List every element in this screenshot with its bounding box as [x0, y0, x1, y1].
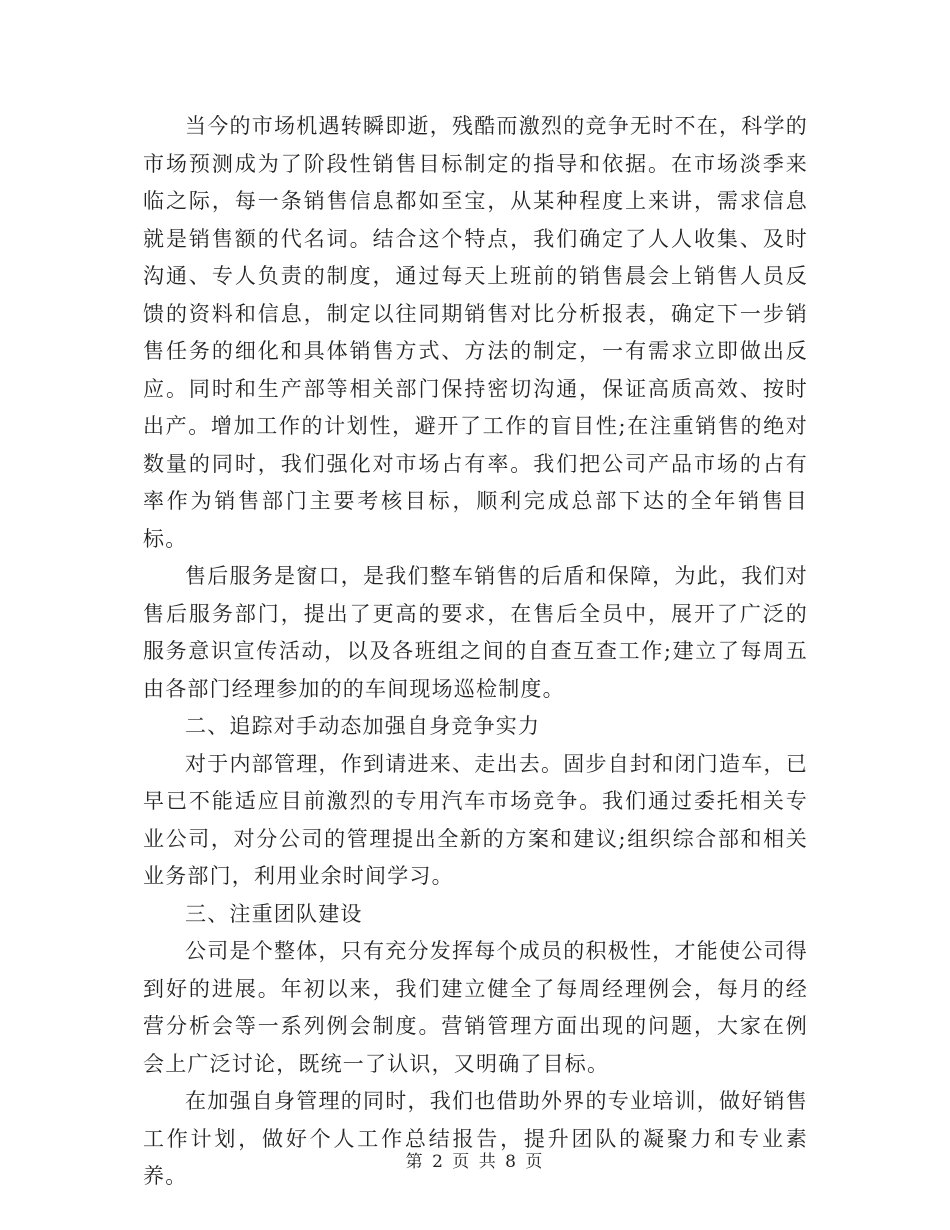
paragraph-training: 在加强自身管理的同时，我们也借助外界的专业培训，做好销售工作计划，做好个人工作总结报告，提升团队的凝聚力和专业素养。 — [143, 1089, 808, 1188]
paragraph-team-building: 公司是个整体，只有充分发挥每个成员的积极性，才能使公司得到好的进展。年初以来，我们建立健全了每周经理例会，每月的经营分析会等一系列例会制度。营销管理方面出现的问题，大家在例会上广泛讨论，既统一了认识，又明确了目标。 — [143, 939, 808, 1076]
document-body — [143, 108, 808, 1196]
paragraph-market-forecast: 当今的市场机遇转瞬即逝，残酷而激烈的竞争无时不在，科学的市场预测成为了阶段性销售目标制定的指导和依据。在市场淡季来临之际，每一条销售信息都如至宝，从某种程度上来讲，需求信息就是销售额的代名词。结合这个特点，我们确定了人人收集、及时沟通、专人负责的制度，通过每天上班前的销售晨会上销售人员反馈的资料和信息，制定以往同期销售对比分析报表，确定下一步销售任务的细化和具体销售方式、方法的制定，一有需求立即做出反应。同时和生产部等相关部门保持密切沟通，保证高质高效、按时出产。增加工作的计划性，避开了工作的盲目性;在注重销售的绝对数量的同时，我们强化对市场占有率。我们把公司产品市场的占有率作为销售部门主要考核目标，顺利完成总部下达的全年销售目标。 — [143, 114, 808, 551]
paragraph-internal-management: 对于内部管理，作到请进来、走出去。固步自封和闭门造车，已早已不能适应目前激烈的专用汽车市场竞争。我们通过委托相关专业公司，对分公司的管理提出全新的方案和建议;组织综合部和相关业务部门，利用业余时间学习。 — [143, 751, 808, 888]
paragraph-after-sales: 售后服务是窗口，是我们整车销售的后盾和保障，为此，我们对售后服务部门，提出了更高的要求，在售后全员中，展开了广泛的服务意识宣传活动，以及各班组之间的自查互查工作;建立了每周五由各部门经理参加的的车间现场巡检制度。 — [143, 564, 808, 701]
section-heading-team: 三、注重团队建设 — [185, 901, 363, 926]
page-number-footer: 第 2 页 共 8 页 — [405, 1152, 545, 1172]
section-heading-competition: 二、追踪对手动态加强自身竞争实力 — [185, 714, 541, 738]
